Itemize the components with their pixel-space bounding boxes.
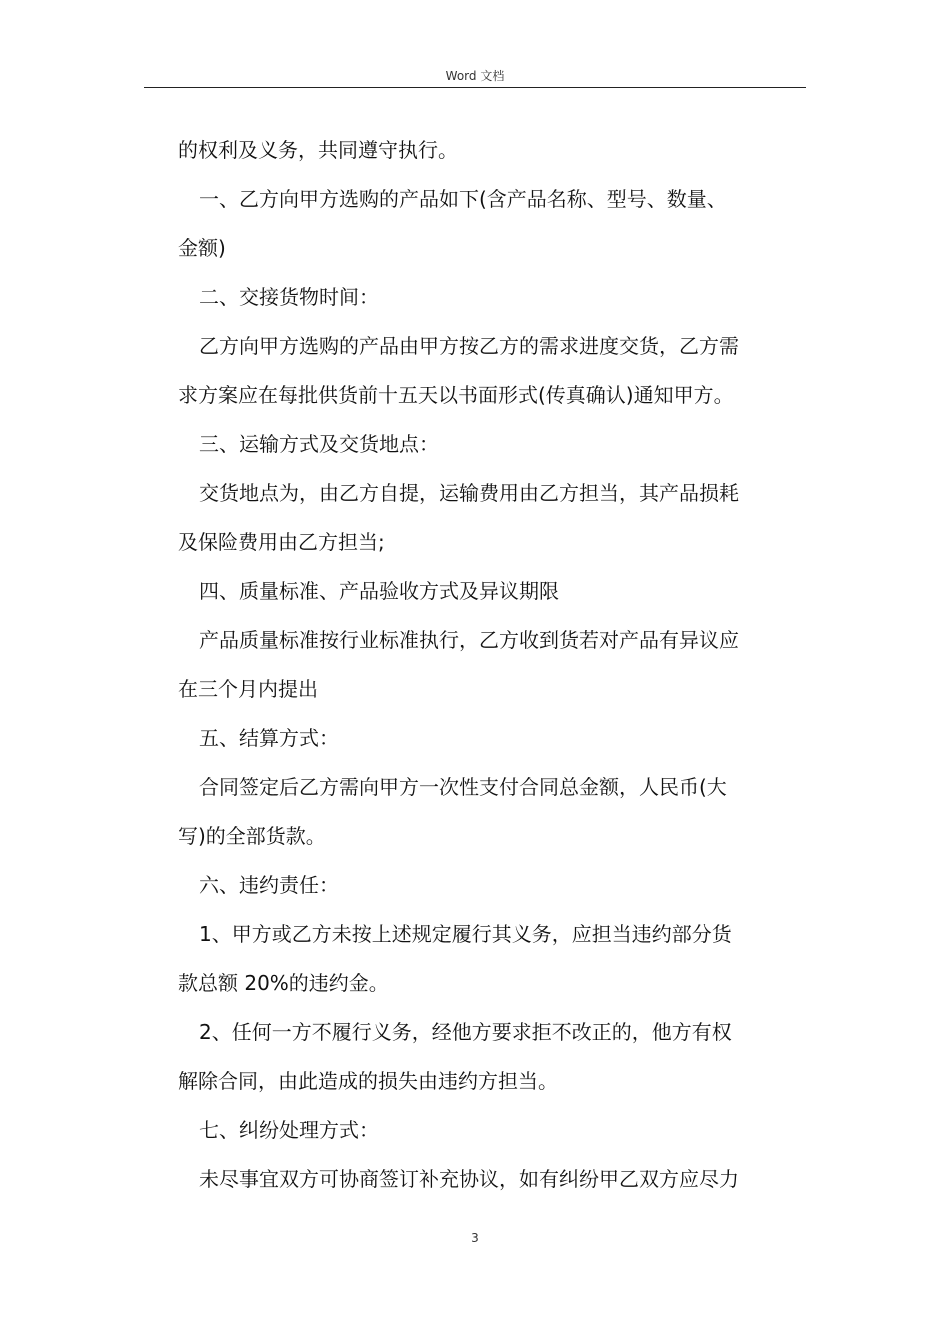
page-number: 3 xyxy=(471,1231,479,1245)
paragraph-line: 2、任何一方不履行义务，经他方要求拒不改正的，他方有权 xyxy=(199,1020,732,1044)
document-body xyxy=(178,126,808,1204)
paragraph-line: 未尽事宜双方可协商签订补充协议，如有纠纷甲乙双方应尽力 xyxy=(199,1167,739,1191)
section-heading: 五、结算方式： xyxy=(199,726,339,750)
paragraph-line: 求方案应在每批供货前十五天以书面形式(传真确认)通知甲方。 xyxy=(178,383,734,407)
section-heading: 四、质量标准、产品验收方式及异议期限 xyxy=(199,579,559,603)
paragraph-line: 的权利及义务，共同遵守执行。 xyxy=(178,138,458,162)
paragraph-line: 乙方向甲方选购的产品由甲方按乙方的需求进度交货，乙方需 xyxy=(199,334,739,358)
paragraph-line: 款总额 20%的违约金。 xyxy=(178,971,389,995)
paragraph-line: 及保险费用由乙方担当; xyxy=(178,530,385,554)
section-heading: 三、运输方式及交货地点： xyxy=(199,432,439,456)
paragraph-line: 写)的全部货款。 xyxy=(178,824,326,848)
paragraph-line: 产品质量标准按行业标准执行，乙方收到货若对产品有异议应 xyxy=(199,628,739,652)
paragraph-line: 金额) xyxy=(178,236,226,260)
paragraph-line: 在三个月内提出 xyxy=(178,677,318,701)
paragraph-line: 解除合同，由此造成的损失由违约方担当。 xyxy=(178,1069,558,1093)
paragraph-line: 合同签定后乙方需向甲方一次性支付合同总金额，人民币(大 xyxy=(199,775,727,799)
section-heading: 七、纠纷处理方式： xyxy=(199,1118,379,1142)
paragraph-line: 一、乙方向甲方选购的产品如下(含产品名称、型号、数量、 xyxy=(199,187,727,211)
page-header: Word 文档 xyxy=(445,69,505,83)
section-heading: 六、违约责任： xyxy=(199,873,339,897)
paragraph-line: 交货地点为，由乙方自提，运输费用由乙方担当，其产品损耗 xyxy=(199,481,739,505)
paragraph-line: 1、甲方或乙方未按上述规定履行其义务，应担当违约部分货 xyxy=(199,922,732,946)
section-heading: 二、交接货物时间： xyxy=(199,285,379,309)
header-divider xyxy=(144,87,806,88)
